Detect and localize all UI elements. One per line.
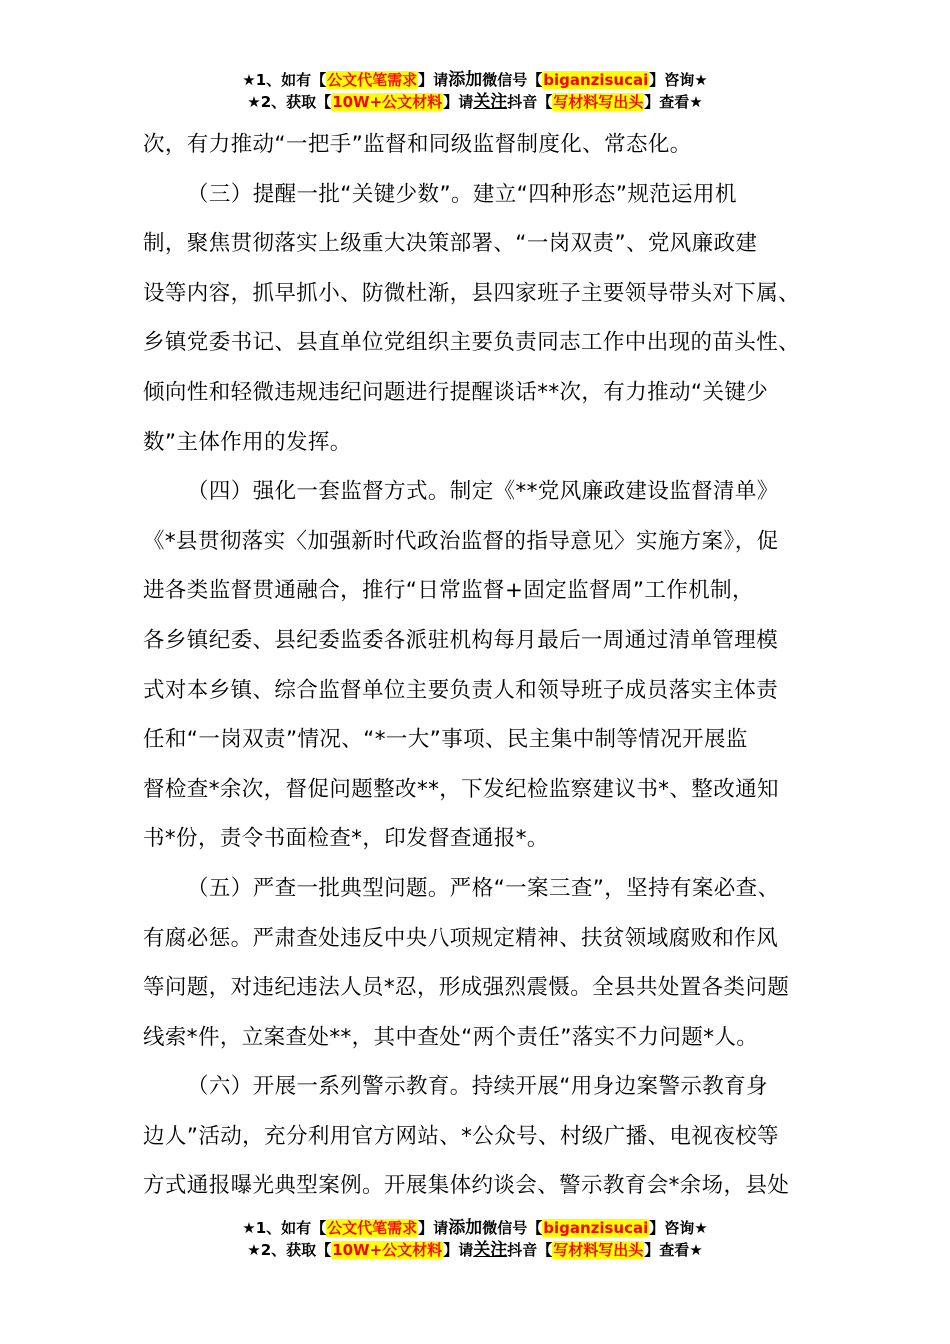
body-line: 边人”活动，充分利用官方网站、*公众号、村级广播、电视夜校等 — [143, 1123, 779, 1149]
banner-highlight: 写材料写出头 — [553, 93, 644, 111]
body-line: 督检查*余次，督促问题整改**，下发纪检监察建议书*、整改通知 — [143, 776, 779, 802]
banner-highlight: biganzisucai — [543, 1219, 649, 1237]
body-line: 制，聚焦贯彻落实上级重大决策部署、“一岗双责”、党风廉政建 — [143, 231, 758, 257]
paragraph-start-line: （六）开展一系列警示教育。持续开展“用身边案警示教育身 — [187, 1074, 768, 1100]
banner-highlight: 公文代笔需求 — [327, 1219, 418, 1237]
body-line: 线索*件，立案查处**，其中查处“两个责任”落实不力问题*人。 — [143, 1024, 759, 1050]
paragraph-start-line: （三）提醒一批“关键少数”。建立“四种形态”规范运用机 — [187, 181, 737, 207]
banner-highlight: 10W+公文材料 — [332, 93, 443, 111]
banner-highlight: biganzisucai — [543, 71, 649, 89]
body-line: 方式通报曝光典型案例。开展集体约谈会、警示教育会*余场，县处 — [143, 1173, 790, 1199]
body-line: 次，有力推动“一把手”监督和同级监督制度化、常态化。 — [143, 132, 692, 157]
banner-line-2: ★2、获取【10W+公文材料】请关注抖音【写材料写出头】查看★ — [247, 1240, 703, 1260]
body-line: 倾向性和轻微违规违纪问题进行提醒谈话**次，有力推动“关键少 — [143, 379, 769, 405]
body-line: 进各类监督贯通融合，推行“日常监督+固定监督周”工作机制， — [143, 578, 754, 604]
paragraph-start-line: （四）强化一套监督方式。制定《**党风廉政建设监督清单》 — [187, 479, 779, 505]
paragraph-start-line: （五）严查一批典型问题。严格“一案三查”，坚持有案必查、 — [187, 875, 780, 901]
body-line: 各乡镇纪委、县纪委监委各派驻机构每月最后一周通过清单管理模 — [143, 627, 779, 653]
banner-highlight: 10W+公文材料 — [332, 1241, 443, 1259]
banner-line-1: ★1、如有【公文代笔需求】请添加微信号【biganzisucai】咨询★ — [242, 70, 708, 90]
banner-line-2: ★2、获取【10W+公文材料】请关注抖音【写材料写出头】查看★ — [247, 92, 703, 112]
document-body — [143, 120, 833, 1211]
body-line: 等问题，对违纪违法人员*忍，形成强烈震慑。全县共处置各类问题 — [143, 975, 790, 1001]
header-banner — [0, 69, 950, 113]
banner-highlight: 写材料写出头 — [553, 1241, 644, 1259]
body-line: 书*份，责令书面检查*，印发督查通报*。 — [143, 826, 549, 852]
banner-highlight: 公文代笔需求 — [327, 71, 418, 89]
body-line: 设等内容，抓早抓小、防微杜渐，县四家班子主要领导带头对下属、 — [143, 280, 801, 306]
body-line: 式对本乡镇、综合监督单位主要负责人和领导班子成员落实主体责 — [143, 677, 779, 703]
banner-line-1: ★1、如有【公文代笔需求】请添加微信号【biganzisucai】咨询★ — [242, 1218, 708, 1238]
body-line: 有腐必惩。严肃查处违反中央八项规定精神、扶贫领域腐败和作风 — [143, 925, 779, 951]
body-line: 《*县贯彻落实〈加强新时代政治监督的指导意见〉实施方案》，促 — [143, 528, 779, 554]
footer-banner — [0, 1217, 950, 1261]
body-line: 任和“一岗双责”情况、“*一大”事项、民主集中制等情况开展监 — [143, 727, 748, 753]
body-line: 乡镇党委书记、县直单位党组织主要负责同志工作中出现的苗头性、 — [143, 330, 801, 356]
body-line: 数”主体作用的发挥。 — [143, 429, 352, 455]
